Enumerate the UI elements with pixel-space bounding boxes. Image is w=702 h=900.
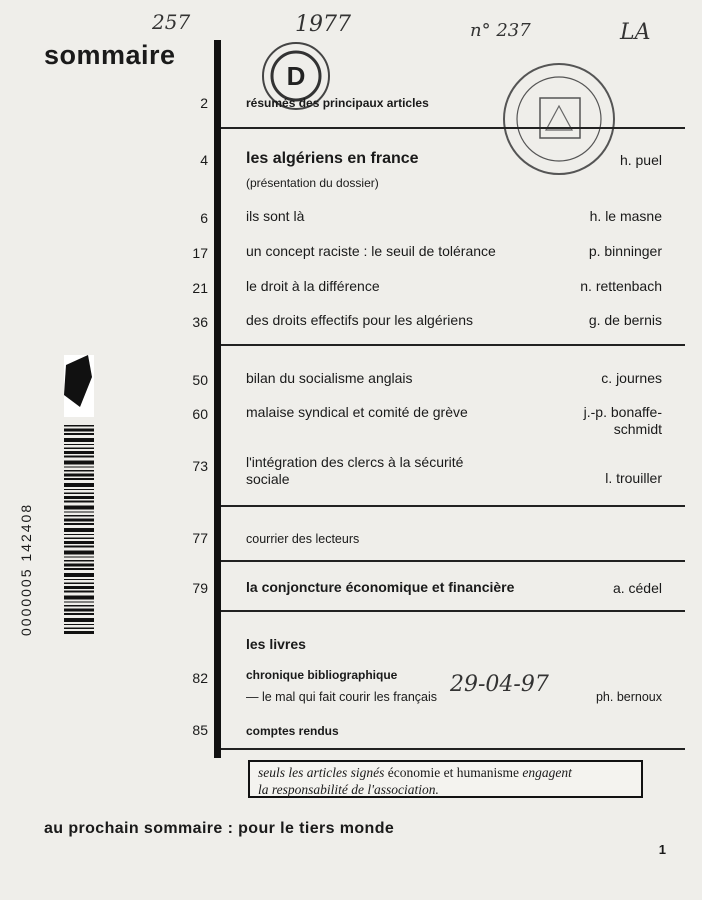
entry-title: les algériens en france: [246, 150, 419, 167]
divider: [221, 560, 685, 562]
disclaimer-brand: économie et humanisme: [387, 765, 519, 780]
vertical-divider: [214, 40, 221, 758]
svg-text:D: D: [286, 61, 306, 91]
entry-title: des droits effectifs pour les algériens: [246, 312, 473, 328]
entry-page: 21: [192, 280, 208, 296]
entry-title: chronique bibliographique: [246, 668, 398, 682]
handwritten-code: LA: [620, 20, 651, 45]
disclaimer-text-2: engagent: [518, 765, 572, 780]
entry-title: résumés des principaux articles: [246, 96, 429, 110]
entry-author: l. trouiller: [605, 470, 662, 486]
entry-title: un concept raciste : le seuil de tolérance: [246, 243, 496, 259]
entry-title: comptes rendus: [246, 724, 339, 738]
entry-page: 36: [192, 314, 208, 330]
entry-title: malaise syndical et comité de grève: [246, 404, 468, 420]
entry-title-cont: — le mal qui fait courir les français: [246, 690, 438, 704]
library-stamp: [500, 60, 618, 178]
disclaimer-text: seuls les articles signés: [258, 765, 388, 780]
entry-author: j.-p. bonaffe-: [583, 404, 662, 420]
barcode-text: 0000005 142408: [18, 502, 34, 636]
entry-page: 17: [192, 245, 208, 261]
divider: [221, 748, 685, 750]
entry-page: 50: [192, 372, 208, 388]
handwritten-date: 29-04-97: [450, 672, 549, 697]
entry-page: 85: [192, 722, 208, 738]
page-title: sommaire: [44, 40, 176, 70]
entry-author: a. cédel: [612, 580, 662, 596]
disclaimer-box: [248, 760, 643, 798]
entry-subtitle: (présentation du dossier): [246, 176, 379, 190]
entry-title-cont: sociale: [246, 471, 290, 487]
entry-author: c. journes: [601, 370, 662, 386]
entry-page: 77: [192, 530, 208, 546]
entry-author: g. de bernis: [588, 312, 662, 328]
divider: [221, 127, 685, 129]
handwritten-issue: n° 237: [470, 20, 531, 41]
entry-title: l'intégration des clercs à la sécurité: [246, 454, 464, 470]
entry-page: 4: [200, 152, 208, 168]
entry-author: h. puel: [619, 152, 662, 168]
entry-title: bilan du socialisme anglais: [246, 370, 413, 386]
divider: [221, 344, 685, 346]
handwritten-number: 257: [152, 10, 191, 34]
entry-page: 6: [200, 210, 208, 226]
entry-author: p. binninger: [588, 243, 662, 259]
divider: [221, 505, 685, 507]
entry-page: 82: [192, 670, 208, 686]
entry-page: 60: [192, 406, 208, 422]
entry-page: 2: [200, 95, 208, 111]
entry-page: 79: [192, 580, 208, 596]
entry-author-cont: schmidt: [613, 421, 662, 437]
section-heading: les livres: [246, 636, 306, 652]
page-number: 1: [658, 842, 666, 857]
next-issue-footer: au prochain sommaire : pour le tiers monde: [44, 820, 395, 837]
divider: [221, 610, 685, 612]
entry-title: courrier des lecteurs: [246, 532, 360, 546]
entry-author: n. rettenbach: [580, 278, 662, 294]
entry-title: ils sont là: [246, 208, 305, 224]
entry-author: ph. bernoux: [595, 690, 662, 704]
handwritten-year: 1977: [295, 12, 351, 37]
entry-title: le droit à la différence: [246, 278, 380, 294]
entry-page: 73: [192, 458, 208, 474]
entry-title: la conjoncture économique et financière: [246, 579, 515, 595]
entry-author: h. le masne: [589, 208, 662, 224]
disclaimer-line-2: la responsabilité de l'association.: [258, 782, 439, 797]
